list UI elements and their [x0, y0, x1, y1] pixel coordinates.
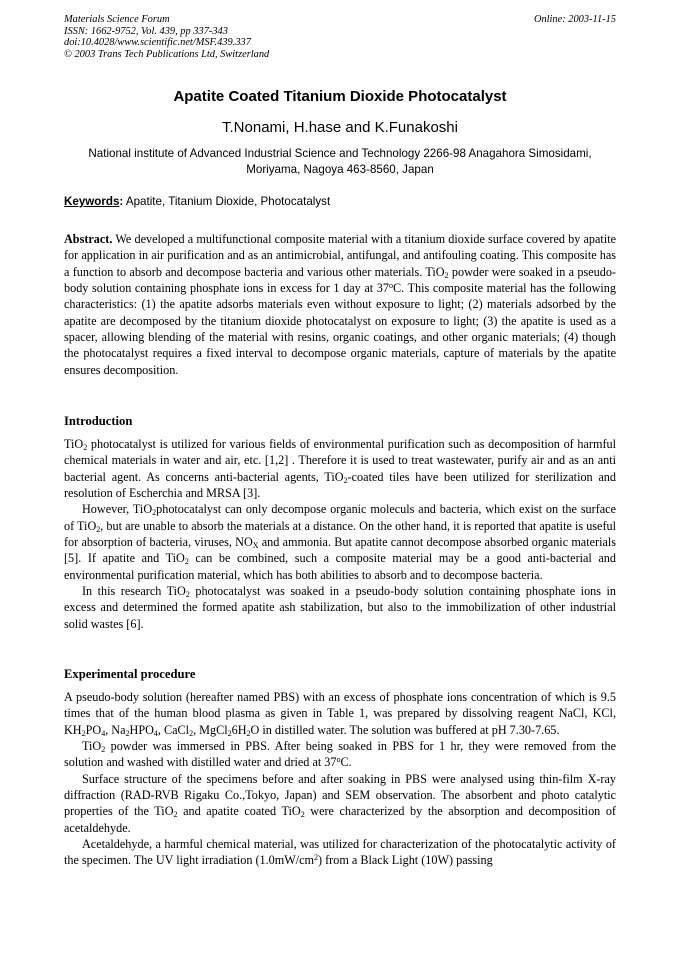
abstract-section: [64, 231, 616, 378]
doi-line: doi:10.4028/www.scientific.net/MSF.439.337: [64, 37, 251, 49]
journal-name: Materials Science Forum: [64, 14, 170, 25]
intro-paragraph-3: In this research TiO$_2$ photocatalyst was soaked in a pseudo-body solution containing phosphate ions in excess and determined the formed apatite ash stabilization, but also to the immobilization of other industrial solid wastes [6].: [64, 584, 616, 631]
exp-paragraph-2: TiO$_2$ powder was immersed in PBS. After being soaked in PBS for 1 hr, they were removed from the solution and washed with distilled water and dried at 37$^o$C.: [64, 739, 616, 770]
abstract-paragraph: Abstract. We developed a multifunctional composite material with a titanium dioxide surface covered by apatite for application in air purification and as an antimicrobial, antifungal, and antifouling coating. This composite has a function to absorb and decompose bacteria and various other materials. TiO$_2$ powder were soaked in a pseudo- body solution containing phosphate ions in excess for 1 day at 37$^o$C. This composite material has the following characteristics: (1) the apatite adsorbs materials even without exposure to light; (2) materials adsorbed by the apatite are decomposed by the titanium dioxide photocatalyst on exposure to light; (3) the apatite is used as a spacer, allowing blending of the material with resins, organic coatings, and other organic materials; (4) though the photocatalyst requires a fixed interval to decompose organic materials, capture of materials by the apatite ensures decomposition.: [64, 232, 616, 377]
intro-paragraph-2: However, TiO$_2$photocatalyst can only decompose organic moleculs and bacteria, which exist on the surface of TiO$_2$, but are unable to absorb the materials at a distance. On the other hand, it is reported that apatite is useful for absorption of bacteria, viruses, $NO_X$ and ammonia. But apatite cannot decompose absorbed organic materials [5]. If apatite and TiO$_2$ can be combined, such a composite material may be a good anti-bacterial and environmental purification material, which has both abilities to absorb and to decompose bacteria.: [64, 502, 616, 582]
exp-paragraph-1: A pseudo-body solution (hereafter named PBS) with an excess of phosphate ions concentration of which is 9.5 times that of the human blood plasma as given in Table 1, was prepared by dissolving reagent NaCl, KCl, $KH_2PO_4$, $Na_2HPO_4$, CaCl$_2$, $MgCl_26H_2O$ in distilled water. The solution was buffered at pH 7.30-7.65.: [64, 690, 616, 738]
keywords-colon: :: [119, 195, 124, 208]
keywords-label: Keywords: [64, 195, 120, 208]
abstract-label: Abstract.: [64, 232, 113, 246]
affiliation-line-2: Moriyama, Nagoya 463-8560, Japan: [246, 162, 434, 176]
journal-header: [64, 14, 616, 60]
online-date: Online: 2003-11-15: [533, 14, 616, 25]
introduction-section: [64, 413, 616, 632]
experimental-section: [64, 666, 616, 869]
intro-paragraph-1: TiO$_2$ photocatalyst is utilized for various fields of environmental purification such as decomposition of harmful chemical materials in water and air, etc. [1,2] . Therefore it is used to treat wastewater, purify air and as an anti bacterial agent. As concerns anti-bacterial agents, TiO$_2$-coated tiles have been utilized for sterilization and resolution of Escherchia and MRSA [3].: [64, 437, 616, 501]
issn-line: ISSN: 1662-9752, Vol. 439, pp 337-343: [64, 25, 228, 37]
exp-paragraph-3: Surface structure of the specimens before and after soaking in PBS were analysed using thin-film X-ray diffraction (RAD-RVB Rigaku Co.,Tokyo, Japan) and SEM observation. The absorbent and photo catalytic properties of the TiO$_2$ and apatite coated TiO$_2$ were characterized by the absorption and decomposition of acetaldehyde.: [64, 771, 616, 835]
keywords-text: Apatite, Titanium Dioxide, Photocatalyst: [123, 195, 331, 208]
affiliation: [64, 146, 616, 178]
affiliation-line-1: National institute of Advanced Industrial Science and Technology 2266-98 Anagahora Simosidami,: [88, 147, 592, 160]
introduction-heading: Introduction: [64, 414, 133, 428]
paper-title: Apatite Coated Titanium Dioxide Photocatalyst: [173, 88, 507, 105]
copyright-line: © 2003 Trans Tech Publications Ltd, Switzerland: [64, 48, 270, 60]
experimental-heading: Experimental procedure: [64, 667, 196, 681]
author-list: T.Nonami, H.hase and K.Funakoshi: [222, 119, 458, 136]
keywords: [64, 194, 616, 209]
exp-paragraph-4: Acetaldehyde, a harmful chemical material, was utilized for characterization of the photocatalytic activity of the specimen. The UV light irradiation $(1.0mW/cm^2)$ from a Black Light (10W) passing: [64, 837, 616, 868]
